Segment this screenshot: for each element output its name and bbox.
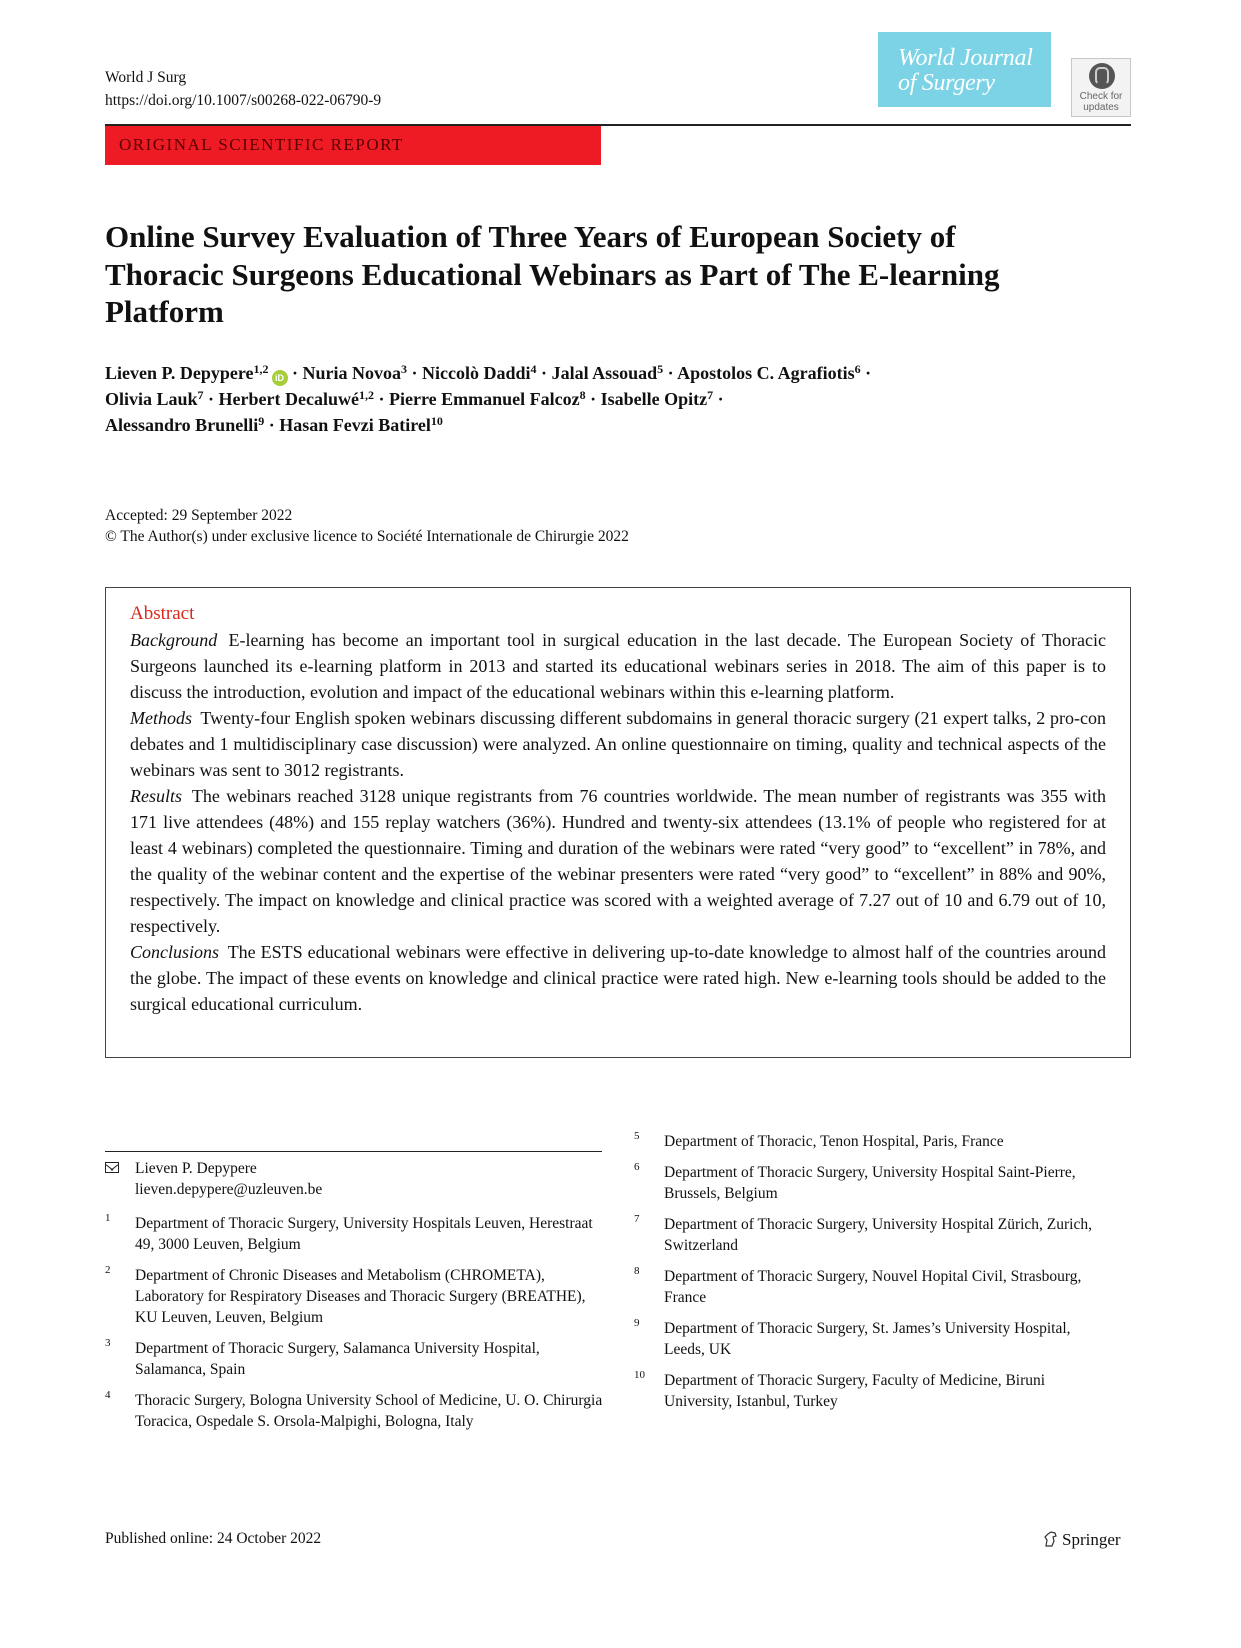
abstract-section-label: Conclusions bbox=[130, 942, 220, 962]
affiliation-number: 7 bbox=[634, 1213, 640, 1225]
publisher-mark bbox=[1043, 1530, 1121, 1550]
affiliation-item bbox=[634, 1214, 1104, 1256]
author-affiliation-ref[interactable]: 5 bbox=[657, 362, 664, 376]
journal-header bbox=[105, 66, 381, 112]
abstract-section-label: Background bbox=[130, 630, 218, 650]
author-affiliation-ref[interactable]: 10 bbox=[430, 414, 443, 428]
affiliation-item bbox=[105, 1213, 605, 1255]
author-name[interactable] bbox=[677, 363, 861, 383]
author-name[interactable] bbox=[303, 363, 408, 383]
correspondence-email[interactable]: lieven.depypere@uzleuven.be bbox=[135, 1181, 323, 1198]
affiliation-number: 6 bbox=[634, 1161, 640, 1173]
author-name[interactable] bbox=[105, 415, 264, 435]
check-updates-line2: updates bbox=[1083, 102, 1119, 113]
author-affiliation-ref[interactable]: 7 bbox=[197, 388, 204, 402]
affiliation-text: Department of Thoracic Surgery, University Hospital Zürich, Zurich, Switzerland bbox=[664, 1216, 1092, 1254]
journal-logo-line2: of Surgery bbox=[898, 70, 995, 96]
author-name[interactable] bbox=[389, 389, 586, 409]
footnote-rule bbox=[105, 1151, 602, 1152]
copyright-notice: © The Author(s) under exclusive licence to Société Internationale de Chirurgie 2022 bbox=[105, 528, 629, 545]
affiliation-text: Department of Thoracic Surgery, St. James’s University Hospital, Leeds, UK bbox=[664, 1320, 1071, 1358]
affiliation-number: 4 bbox=[105, 1389, 111, 1401]
abstract-section bbox=[130, 627, 1106, 705]
affiliation-text: Department of Thoracic Surgery, Salamanca University Hospital, Salamanca, Spain bbox=[135, 1340, 540, 1378]
author-name[interactable] bbox=[422, 363, 537, 383]
author-name-text: Apostolos C. Agrafiotis bbox=[677, 363, 855, 383]
affiliation-number: 1 bbox=[105, 1212, 111, 1224]
check-for-updates-badge[interactable] bbox=[1071, 58, 1131, 117]
author-name-text: Hasan Fevzi Batirel bbox=[279, 415, 431, 435]
journal-logo-line1: World Journal bbox=[898, 45, 1033, 71]
envelope-icon bbox=[105, 1162, 119, 1173]
author-affiliation-ref[interactable]: 8 bbox=[579, 388, 586, 402]
affiliation-item bbox=[634, 1131, 1104, 1152]
abstract-section bbox=[130, 783, 1106, 939]
author-affiliation-ref[interactable]: 4 bbox=[530, 362, 537, 376]
abstract-box bbox=[105, 587, 1131, 1058]
author-separator: · bbox=[536, 363, 552, 383]
published-date: Published online: 24 October 2022 bbox=[105, 1530, 322, 1547]
abstract-section bbox=[130, 939, 1106, 1017]
affiliation-text: Thoracic Surgery, Bologna University School of Medicine, U. O. Chirurgia Toracica, Ospedale S. Orsola-Malpighi, Bologna, Italy bbox=[135, 1392, 603, 1430]
abstract-section-text: Twenty-four English spoken webinars discussing different subdomains in general thoracic surgery (21 expert talks, 2 pro-con debates and 1 multidisciplinary case discussion) were analyzed. An online questionnaire on timing, quality and technical aspects of the webinars was sent to 3012 registrants. bbox=[130, 708, 1106, 780]
affiliation-item bbox=[105, 1265, 605, 1328]
affiliation-text: Department of Thoracic Surgery, University Hospitals Leuven, Herestraat 49, 3000 Leuven, Belgium bbox=[135, 1215, 593, 1253]
journal-short-name: World J Surg bbox=[105, 69, 187, 86]
doi-link[interactable]: https://doi.org/10.1007/s00268-022-06790-9 bbox=[105, 92, 382, 109]
author-name-text: Isabelle Opitz bbox=[600, 389, 708, 409]
author-separator: · bbox=[663, 363, 678, 383]
footnotes-right-column bbox=[634, 1131, 1104, 1422]
author-name[interactable] bbox=[601, 389, 714, 409]
abstract-section-label: Methods bbox=[130, 708, 192, 728]
author-separator: · bbox=[585, 389, 601, 409]
affiliation-text: Department of Thoracic Surgery, Nouvel Hopital Civil, Strasbourg, France bbox=[664, 1268, 1082, 1306]
journal-logo bbox=[878, 32, 1051, 107]
affiliation-text: Department of Thoracic Surgery, University Hospital Saint-Pierre, Brussels, Belgium bbox=[664, 1164, 1076, 1202]
affiliation-number: 3 bbox=[105, 1337, 111, 1349]
author-affiliation-ref[interactable]: 1,2 bbox=[253, 362, 269, 376]
orcid-icon[interactable]: iD bbox=[272, 370, 288, 386]
article-type-banner bbox=[105, 126, 601, 165]
author-affiliation-ref[interactable]: 6 bbox=[854, 362, 861, 376]
author-affiliation-ref[interactable]: 7 bbox=[707, 388, 714, 402]
correspondence-name: Lieven P. Depypere bbox=[135, 1160, 257, 1177]
author-list bbox=[105, 360, 1135, 438]
author-name[interactable] bbox=[552, 363, 664, 383]
author-separator: · bbox=[374, 389, 390, 409]
affiliation-item bbox=[634, 1318, 1104, 1360]
springer-horse-icon bbox=[1043, 1531, 1058, 1547]
author-name-text: Olivia Lauk bbox=[105, 389, 198, 409]
affiliation-text: Department of Chronic Diseases and Metabolism (CHROMETA), Laboratory for Respiratory Diseases and Thoracic Surgery (BREATHE), KU Leuven, Leuven, Belgium bbox=[135, 1267, 586, 1326]
author-affiliation-ref[interactable]: 9 bbox=[258, 414, 265, 428]
affiliation-number: 8 bbox=[634, 1265, 640, 1277]
abstract-section-text: The webinars reached 3128 unique registrants from 76 countries worldwide. The mean number of registrants was 355 with 171 live attendees (48%) and 155 replay watchers (36%). Hundred and twenty-six attendees (13.1% of people who registered for at least 4 webinars) completed the questionnaire. Timing and duration of the webinars were rated “very good” to “excellent” in 78%, and the quality of the webinar content and the expertise of the webinar presenters were rated “very good” to “excellent” in 88% and 90%, respectively. The impact on knowledge and clinical practice was scored with a weighted average of 7.27 out of 10 and 6.79 out of 10, respectively. bbox=[130, 786, 1106, 936]
affiliation-text: Department of Thoracic Surgery, Faculty of Medicine, Biruni University, Istanbul, Turkey bbox=[664, 1372, 1046, 1410]
affiliation-item bbox=[105, 1338, 605, 1380]
abstract-section-label: Results bbox=[130, 786, 182, 806]
abstract-heading: Abstract bbox=[130, 603, 195, 624]
author-separator: · bbox=[713, 389, 724, 409]
author-separator: · bbox=[407, 363, 423, 383]
accepted-date: Accepted: 29 September 2022 bbox=[105, 507, 293, 524]
author-name[interactable] bbox=[105, 389, 204, 409]
article-title: Online Survey Evaluation of Three Years of European Society of Thoracic Surgeons Educational Webinars as Part of The E-learning Platform bbox=[105, 219, 1000, 329]
abstract-section-text: E-learning has become an important tool in surgical education in the last decade. The European Society of Thoracic Surgeons launched its e-learning platform in 2013 and started its educational webinars series in 2018. The aim of this paper is to discuss the introduction, evolution and impact of the educational webinars within this e-learning platform. bbox=[130, 630, 1106, 702]
abstract-section bbox=[130, 705, 1106, 783]
affiliation-item bbox=[634, 1370, 1104, 1412]
author-name[interactable] bbox=[105, 363, 288, 383]
footnotes-left-column bbox=[105, 1158, 605, 1442]
author-separator: · bbox=[860, 363, 872, 383]
author-name-text: Herbert Decaluwé bbox=[218, 389, 359, 409]
author-name-text: Alessandro Brunelli bbox=[105, 415, 259, 435]
affiliation-number: 2 bbox=[105, 1264, 111, 1276]
affiliation-text: Department of Thoracic, Tenon Hospital, Paris, France bbox=[664, 1133, 1004, 1150]
author-name-text: Lieven P. Depypere bbox=[105, 363, 254, 383]
affiliation-number: 9 bbox=[634, 1317, 640, 1329]
author-affiliation-ref[interactable]: 3 bbox=[401, 362, 408, 376]
affiliation-item bbox=[634, 1266, 1104, 1308]
author-name-text: Nuria Novoa bbox=[302, 363, 402, 383]
author-name-text: Niccolò Daddi bbox=[422, 363, 531, 383]
publisher-name: Springer bbox=[1062, 1530, 1121, 1549]
check-updates-line1: Check for bbox=[1079, 91, 1123, 102]
author-name-text: Pierre Emmanuel Falcoz bbox=[389, 389, 580, 409]
author-name-text: Jalal Assouad bbox=[551, 363, 658, 383]
affiliation-item bbox=[634, 1162, 1104, 1204]
author-separator: · bbox=[264, 415, 280, 435]
affiliation-item bbox=[105, 1390, 605, 1432]
abstract-section-text: The ESTS educational webinars were effective in delivering up-to-date knowledge to almost half of the countries around the globe. The impact of these events on knowledge and clinical practice were rated high. New e-learning tools should be added to the surgical educational curriculum. bbox=[130, 942, 1106, 1014]
author-name[interactable] bbox=[279, 415, 443, 435]
affiliation-number: 10 bbox=[634, 1369, 645, 1381]
author-affiliation-ref[interactable]: 1,2 bbox=[359, 388, 374, 402]
affiliation-number: 5 bbox=[634, 1130, 640, 1142]
author-name[interactable] bbox=[219, 389, 374, 409]
correspondence-note bbox=[105, 1158, 605, 1200]
article-dates bbox=[105, 505, 629, 547]
bookmark-icon bbox=[1089, 63, 1115, 89]
article-type-label: ORIGINAL SCIENTIFIC REPORT bbox=[119, 135, 404, 154]
author-separator: · bbox=[287, 363, 303, 383]
author-separator: · bbox=[203, 389, 219, 409]
